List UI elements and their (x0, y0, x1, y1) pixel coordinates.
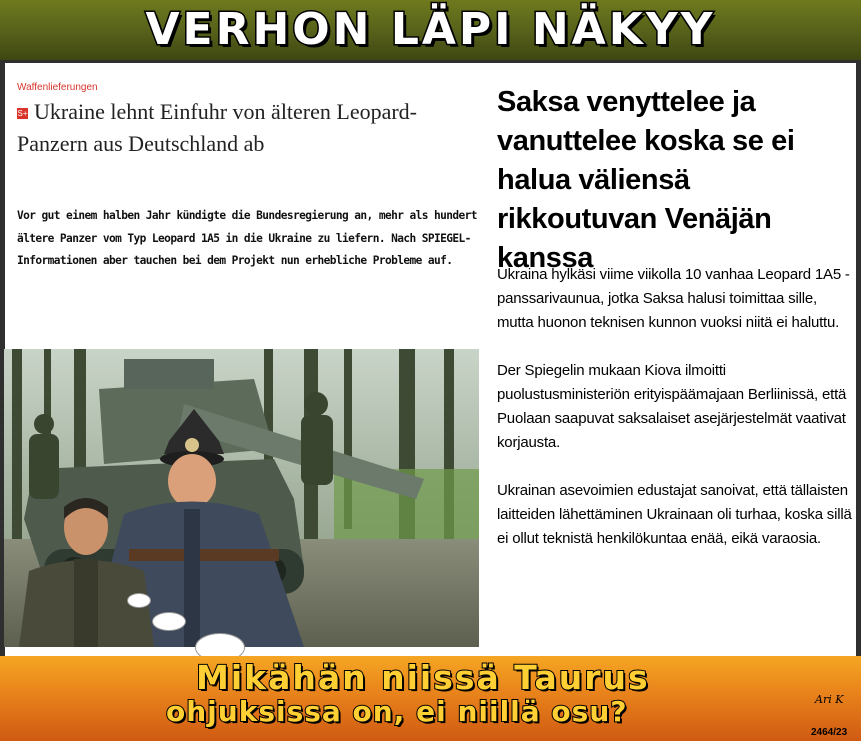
commentary-headline: Saksa venyttelee ja vanuttelee koska se ei halua väliensä rikkoutuvan Venäjän kanssa (497, 86, 795, 274)
caption-line-1: Mikähän niissä Taurus (196, 658, 650, 697)
speech-bubble (152, 612, 186, 631)
article-kicker: Waffenlieferungen (17, 82, 98, 93)
banner-title: VERHON LÄPI NÄKYY (145, 4, 716, 55)
article-teaser: Vor gut einem halben Jahr kündigte die Bundesregierung an, mehr als hundert ältere Panzer vom Typ Leopard 1A5 in die Ukraine zu liefern. Nach SPIEGEL-Informationen aber tauchen bei dem Projekt nun erhebliche Probleme auf. (17, 208, 477, 267)
comic-number: 2464/23 (811, 727, 848, 738)
commentary-paragraph: Ukraina hylkäsi viime viikolla 10 vanhaa Leopard 1A5 -panssarivaunua, jotka Saksa halusi toimittaa sille, mutta huonon teknisen kunnon vuoksi niitä ei haluttu. (497, 266, 850, 331)
speech-bubble (127, 593, 151, 608)
spiegel-plus-icon: S+ (17, 109, 28, 118)
article-headline (17, 96, 457, 160)
footer-banner (0, 656, 861, 741)
tank-photo-with-cartoon (4, 349, 479, 647)
header-banner (0, 0, 861, 60)
commentary-body (497, 263, 852, 575)
caption-line-2: ohjuksissa on, ei niillä osu? (166, 695, 628, 728)
commentary-paragraph: Ukrainan asevoimien edustajat sanoivat, että tällaisten laitteiden lähettäminen Ukrainaan oli turhaa, koska sillä ei ollut teknistä henkilökuntaa enää, eikä varaosia. (497, 482, 852, 547)
artist-signature: Ari K (815, 693, 844, 706)
scene-illustration (4, 349, 479, 647)
commentary-paragraph: Der Spiegelin mukaan Kiova ilmoitti puolustusministeriön erityispäämajaan Berliinissä, että Puolaan saapuvat saksalaiset asejärjestelmät vaativat korjausta. (497, 362, 847, 451)
article-headline-text: Ukraine lehnt Einfuhr von älteren Leopard-Panzern aus Deutschland ab (17, 99, 418, 156)
